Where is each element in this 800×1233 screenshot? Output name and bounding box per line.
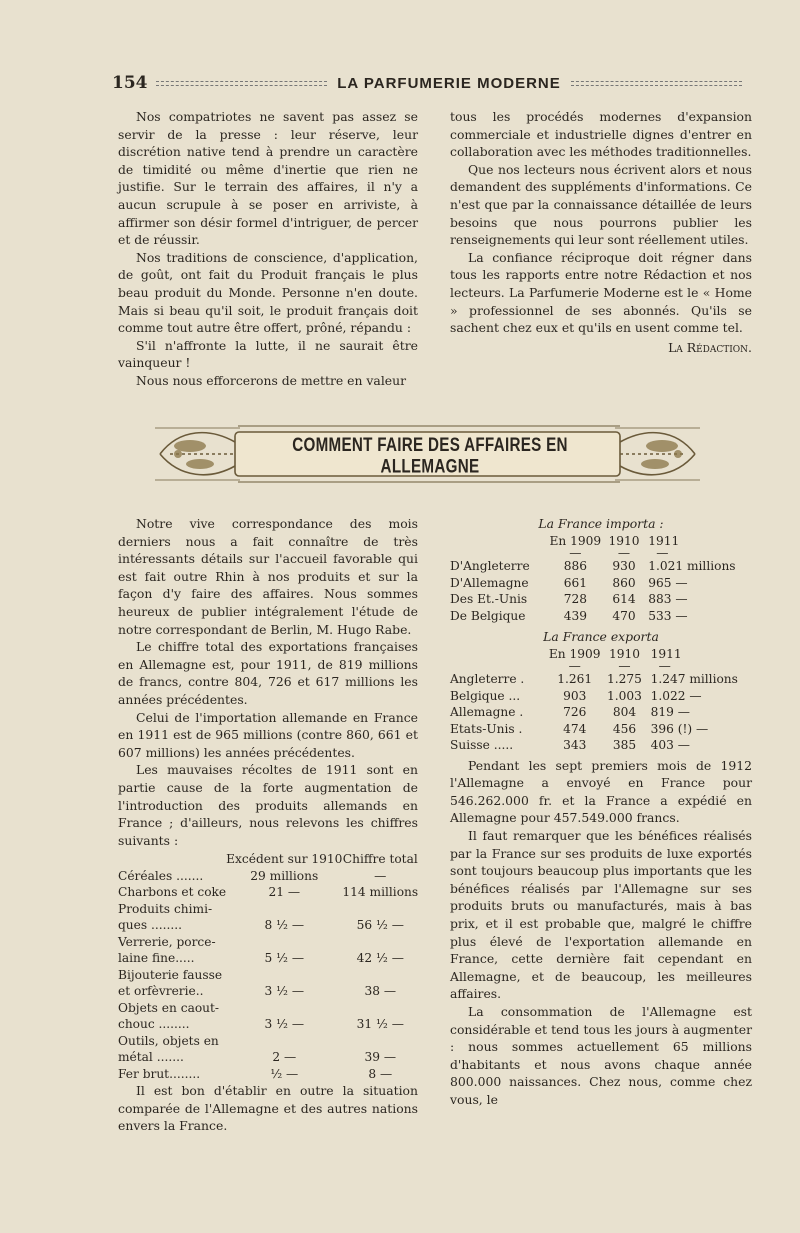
table-row	[450, 575, 752, 592]
excedent-value	[226, 934, 342, 951]
total-value: 39 —	[364, 1050, 397, 1065]
value-1911: 396 (!) —	[650, 721, 709, 736]
paragraph: La consommation de l'Allemagne est considérable et tend tous les jours à augmenter : nous sommes actuellement 65 millions d'habitants et nous avons chaque année 800.000 naissances. Chez nous, comme chez vous, le	[450, 1004, 752, 1107]
year-header: En 1909	[548, 646, 601, 661]
value-1909: 439	[563, 608, 587, 623]
country-label: Suisse .....	[450, 738, 514, 753]
total-value	[342, 934, 418, 951]
paragraph: Le chiffre total des exportations françaises en Allemagne est, pour 1911, de 819 millions de francs, contre 804, 726 et 617 millions les années précédentes.	[118, 639, 418, 707]
row-label: Verrerie, porce-	[118, 934, 216, 949]
table-header-label	[118, 851, 226, 868]
total-value: 56 ½ —	[356, 918, 404, 933]
table-row	[450, 608, 752, 625]
paragraph: Nous nous efforcerons de mettre en valeur	[136, 372, 407, 388]
year-header: 1910	[608, 646, 640, 661]
table-row	[118, 901, 418, 918]
value-1909: 886	[563, 559, 587, 574]
table-row	[118, 950, 418, 967]
row-label: et orfèvrerie..	[118, 984, 204, 999]
value-1911: 819 —	[650, 705, 690, 720]
country-label: Des Et.-Unis	[450, 592, 528, 607]
excedent-value: 21 —	[268, 885, 301, 900]
paragraph: Notre vive correspondance des mois derniers nous a fait connaître de très intéressants détails sur l'accueil favorable qui est fait outre Rhin à nos produits et sur la façon d'y faire des affaires. Nous sommes heureux de publier intégralement l'étude de notre correspondant de Berlin, M. Hugo Rabe.	[118, 516, 418, 637]
total-value: 8 —	[368, 1066, 393, 1081]
article-column-left	[118, 515, 418, 1135]
table-row	[118, 1049, 418, 1066]
running-head	[112, 72, 752, 94]
value-1910: 1.275	[607, 672, 642, 687]
value-1910: 614	[612, 592, 636, 607]
excedent-table	[118, 851, 418, 1082]
year-header: 1911	[650, 646, 682, 661]
exports-title: La France exporta	[543, 629, 659, 645]
header-rule-left	[156, 81, 327, 86]
paragraph: Il est bon d'établir en outre la situation comparée de l'Allemagne et des autres nations envers la France.	[118, 1083, 418, 1134]
value-1909: 1.261	[557, 672, 593, 687]
paragraph: Les mauvaises récoltes de 1911 sont en partie cause de la forte augmentation de l'introduction des produits allemands en France ; d'ailleurs, nous relevons les chiffres suivants :	[118, 762, 418, 848]
article-title: COMMENT FAIRE DES AFFAIRES EN ALLEMAGNE	[292, 434, 568, 478]
value-1910: 385	[612, 738, 637, 753]
article-banner	[150, 418, 705, 490]
value-1910: 804	[612, 705, 637, 720]
value-1911: 1.021 millions	[648, 559, 736, 574]
value-1910: 1.003	[607, 688, 642, 703]
exports-table: En 1909 1910 1911 — — — Angleterre . 1.261 1.275 1.247 millions Belgique ... 903 1.003 1.022 — Allemagne . 726 804 819 — Etats-Unis . 474 456 396 (!) — Suisse ..... 343 385 403 —	[450, 646, 752, 754]
value-1909: 903	[563, 688, 587, 703]
paragraph: S'il n'affronte la lutte, il ne saurait être vainqueur !	[118, 337, 418, 371]
row-label: Charbons et coke	[118, 885, 227, 900]
value-1911: 403 —	[650, 738, 690, 753]
excedent-value: 3 ½ —	[264, 1017, 305, 1032]
country-label: Belgique ...	[450, 688, 521, 703]
row-label: métal .......	[118, 1050, 184, 1065]
country-label: Allemagne .	[450, 705, 524, 720]
excedent-value	[226, 901, 342, 918]
excedent-value: 29 millions	[250, 868, 319, 883]
table-row	[118, 934, 418, 951]
value-1910: 860	[612, 575, 636, 590]
table-row	[450, 671, 752, 688]
total-value: 38 —	[364, 984, 397, 999]
value-1909: 728	[563, 592, 587, 607]
table-row	[118, 1016, 418, 1033]
row-label: Objets en caout-	[118, 1000, 220, 1015]
imports-table: En 1909 1910 1911 — — — D'Angleterre 886 930 1.021 millions D'Allemagne 661 860 965 — Des Et.-Unis 728 614 883 — De Belgique 439 470 533 —	[450, 533, 752, 625]
value-1909: 661	[563, 575, 587, 590]
table-row	[118, 1033, 418, 1050]
paragraph: tous les procédés modernes d'expansion commerciale et industrielle dignes d'entrer en collaboration avec les méthodes traditionnelles.	[450, 109, 752, 160]
row-label: ques ........	[118, 918, 182, 933]
table-row	[118, 1000, 418, 1017]
total-value: 114 millions	[342, 885, 419, 900]
row-label: Outils, objets en	[118, 1033, 219, 1048]
table-row	[450, 721, 752, 738]
total-value	[342, 901, 418, 918]
signature: La Rédaction.	[668, 339, 752, 355]
value-1909: 474	[563, 721, 587, 736]
table-row	[118, 868, 418, 885]
country-label: De Belgique	[450, 608, 526, 623]
excedent-value: 5 ½ —	[264, 951, 305, 966]
value-1909: 343	[563, 738, 587, 753]
value-1909: 726	[563, 705, 587, 720]
table-row	[450, 737, 752, 754]
row-label: Bijouterie fausse	[118, 967, 223, 982]
total-value: 31 ½ —	[356, 1017, 404, 1032]
intro-column-left	[118, 108, 418, 390]
country-label: D'Allemagne	[450, 575, 529, 590]
total-value	[342, 1000, 418, 1017]
year-header: 1911	[648, 533, 680, 548]
excedent-value: 3 ½ —	[264, 984, 305, 999]
paragraph: Celui de l'importation allemande en France en 1911 est de 965 millions (contre 860, 661 et 607 millions) les années précédentes.	[118, 709, 418, 760]
excedent-value: ½ —	[270, 1066, 299, 1081]
paragraph: La confiance réciproque doit régner dans tous les rapports entre notre Rédaction et nos lecteurs. La Parfumerie Moderne est le « Home » professionnel de ses abonnés. Qu'ils se sachent chez eux et qu'ils en usent comme tel.	[450, 249, 752, 336]
total-value	[342, 967, 418, 984]
table-row	[118, 917, 418, 934]
row-label: Produits chimi-	[118, 901, 213, 916]
row-label: Fer brut........	[118, 1066, 201, 1081]
total-value: —	[374, 868, 387, 883]
row-label: chouc ........	[118, 1017, 190, 1032]
excedent-value: 8 ½ —	[264, 918, 305, 933]
intro-column-right	[450, 108, 752, 356]
paragraph: Il faut remarquer que les bénéfices réalisés par la France sur ses produits de luxe exportés sont toujours beaucoup plus importants que les bénéfices réalisés par l'Allemagne sur ses produits bruts ou manufacturés, mais à bas prix, et il est probable que, malgré le chiffre plus élevé de l'exportation allemande en France, cette dernière fait cependant en Allemagne, et de beaucoup, les meilleures affaires.	[450, 828, 752, 1002]
header-rule-right	[571, 81, 742, 86]
paragraph: Pendant les sept premiers mois de 1912 l'Allemagne a envoyé en France pour 546.262.000 fr. et la France a expédié en Allemagne pour 457.549.000 francs.	[450, 757, 752, 826]
paragraph: Que nos lecteurs nous écrivent alors et nous demandent des suppléments d'informations. Ce n'est que par la connaissance détaillée de leurs besoins que nous pourrons publier les renseignements qui leur sont réellement utiles.	[450, 161, 752, 248]
table-row	[118, 967, 418, 984]
paragraph: Nos traditions de conscience, d'application, de goût, ont fait du Produit français le plus beau produit du Monde. Personne n'en doute. Mais si beau qu'il soit, le produit français doit comme tout autre être offert, prôné, répandu :	[118, 249, 418, 336]
paragraph: Nos compatriotes ne savent pas assez se servir de la presse : leur réserve, leur discrétion native tend à prendre un caractère de timidité ou même d'inertie que rien ne justifie. Sur le terrain des affaires, il n'y a aucun scrupule à se poser en arriviste, à affirmer son désir formel d'intriguer, de percer et de réussir.	[118, 109, 418, 248]
value-1911: 965 —	[648, 575, 688, 590]
year-header: 1910	[608, 533, 640, 548]
country-label: D'Angleterre	[450, 559, 530, 574]
year-header: En 1909	[549, 533, 602, 548]
total-value: 42 ½ —	[356, 951, 404, 966]
value-1910: 456	[612, 721, 637, 736]
table-header: Chiffre total	[342, 852, 418, 867]
total-value	[342, 1033, 418, 1050]
article-column-right	[450, 515, 752, 1109]
page-number: 154	[112, 73, 148, 93]
value-1910: 930	[612, 559, 636, 574]
row-label: laine fine.....	[118, 951, 195, 966]
table-header: Excédent sur 1910	[226, 852, 343, 867]
table-row	[450, 688, 752, 705]
country-label: Etats-Unis .	[450, 721, 523, 736]
table-row	[450, 591, 752, 608]
table-row	[118, 1066, 418, 1083]
country-label: Angleterre .	[450, 672, 525, 687]
value-1911: 533 —	[648, 608, 688, 623]
excedent-value	[226, 1033, 342, 1050]
value-1910: 470	[612, 608, 636, 623]
table-row	[118, 983, 418, 1000]
row-label: Céréales .......	[118, 868, 204, 883]
table-row	[450, 704, 752, 721]
imports-title: La France importa :	[538, 516, 664, 531]
excedent-value: 2 —	[272, 1050, 297, 1065]
excedent-value	[226, 1000, 342, 1017]
excedent-value	[226, 967, 342, 984]
value-1911: 883 —	[648, 592, 688, 607]
journal-title: LA PARFUMERIE MODERNE	[337, 74, 561, 92]
value-1911: 1.247 millions	[650, 672, 738, 687]
table-row	[450, 558, 752, 575]
table-row	[118, 884, 418, 901]
value-1911: 1.022 —	[650, 688, 702, 703]
